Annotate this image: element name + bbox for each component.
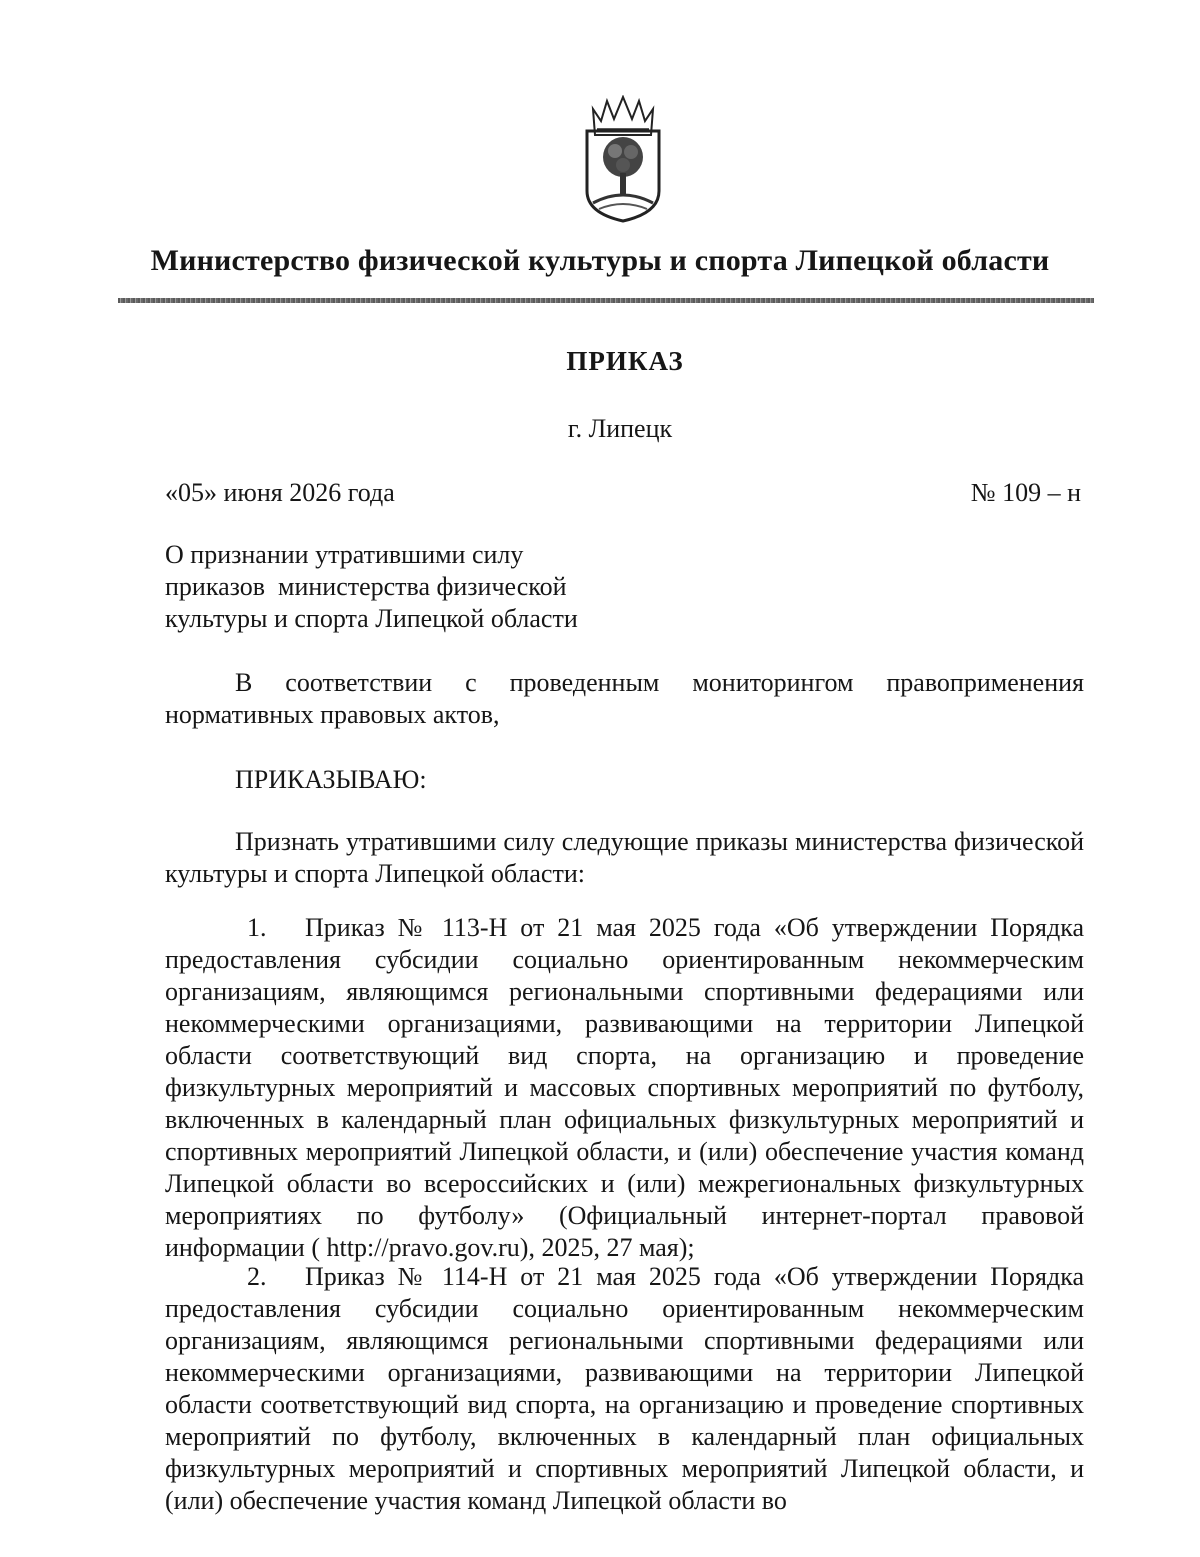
- document-city: г. Липецк: [567, 414, 673, 443]
- document-subject: [165, 539, 578, 635]
- list-item-text: Приказ № 113-Н от 21 мая 2025 года «Об утверждении Порядка предоставления субсидии социально ориентированным некоммерческим организациям, являющимся региональными спортивными федерациями или некоммерческими организациями, развивающими на территории Липецкой области соответствующий вид спорта, на организацию и проведение физкультурных мероприятий и массовых спортивных мероприятий по футболу, включенных в календарный план официальных физкультурных мероприятий и спортивных мероприятий Липецкой области, и (или) обеспечение участия команд Липецкой области во всероссийских и (или) межрегиональных физкультурных мероприятиях по футболу» (Официальный интернет-портал правовой информации ( http://pravo.gov.ru), 2025, 27 мая);: [165, 913, 1084, 1262]
- subject-line: культуры и спорта Липецкой области: [165, 604, 578, 633]
- document-title: ПРИКАЗ: [566, 346, 684, 376]
- subject-line: приказов министерства физической: [165, 572, 567, 601]
- list-item-text: Приказ № 114-Н от 21 мая 2025 года «Об утверждении Порядка предоставления субсидии социально ориентированным некоммерческим организациям, являющимся региональными спортивными федерациями или некоммерческими организациями, развивающими на территории Липецкой области соответствующий вид спорта, на организацию и проведение спортивных мероприятий по футболу, включенных в календарный план официальных физкультурных мероприятий и спортивных мероприятий Липецкой области, и (или) обеспечение участия команд Липецкой области во: [165, 1262, 1084, 1515]
- coat-of-arms-icon: [583, 95, 663, 225]
- basis-paragraph: В соответствии с проведенным мониторингом правоприменения нормативных правовых актов,: [165, 668, 1084, 729]
- list-item: [165, 1261, 1084, 1517]
- document-number: № 109 – н: [970, 478, 1081, 507]
- list-item-number: 1.: [247, 913, 267, 942]
- subject-line: О признании утратившими силу: [165, 540, 524, 569]
- document-date: «05» июня 2026 года: [165, 478, 395, 507]
- order-word: ПРИКАЗЫВАЮ:: [235, 765, 427, 794]
- header-divider: [118, 298, 1094, 303]
- ministry-name: Министерство физической культуры и спорта Липецкой области: [150, 244, 1050, 277]
- list-item-number: 2.: [247, 1262, 267, 1291]
- recognize-paragraph: Признать утратившими силу следующие приказы министерства физической культуры и спорта Липецкой области:: [165, 827, 1084, 888]
- list-item: [165, 912, 1084, 1264]
